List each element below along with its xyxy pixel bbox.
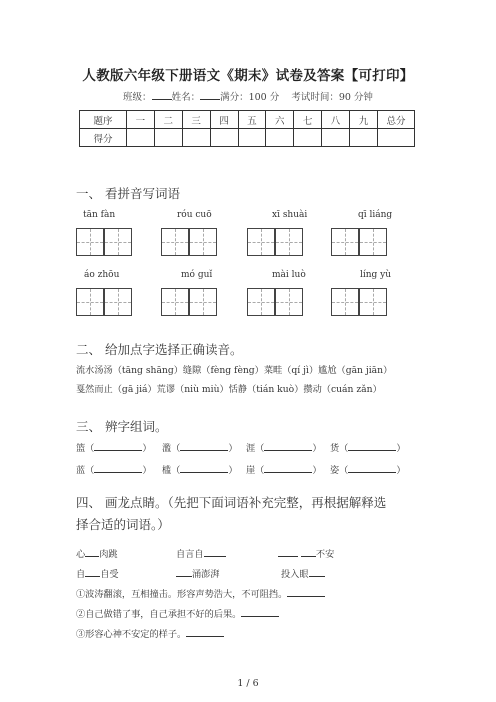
definition-text: ①波涛翻滚，互相撞击。形容声势浩大，不可阻挡。 (76, 589, 288, 600)
score-input-cell[interactable] (266, 129, 294, 147)
class-blank (152, 90, 172, 100)
writing-grid-box[interactable] (189, 228, 217, 256)
idiom-part: 自受 (100, 569, 119, 580)
score-input-cell[interactable] (378, 129, 415, 147)
pinyin-label: mó guǐ (181, 270, 213, 280)
table-cell: 七 (294, 111, 322, 129)
answer-blank[interactable] (287, 588, 325, 597)
idiom-item (76, 546, 118, 560)
section-3-heading: 三、 辨字组词。 (76, 419, 168, 434)
idiom-part: 投入眼 (281, 569, 309, 580)
definition-item (76, 626, 224, 640)
answer-blank[interactable] (264, 442, 312, 451)
answer-blank[interactable] (348, 464, 396, 473)
score-table-score-row (80, 129, 415, 147)
score-input-cell[interactable] (127, 129, 155, 147)
score-input-cell[interactable] (210, 129, 238, 147)
full-score-label: 满分：100 分 (220, 92, 280, 103)
idiom-part: 自言自 (176, 549, 204, 560)
table-cell: 四 (210, 111, 238, 129)
pinyin-label: tān fàn (83, 210, 116, 220)
word-group-item (76, 462, 152, 476)
writing-grid-box[interactable] (76, 288, 104, 316)
close-paren: ） (228, 465, 238, 476)
pronunciation-line: 戛然而止（gā jiá）荒谬（niù miù）恬静（tián kuò）攒动（cuán zǎn） (76, 384, 382, 395)
answer-blank[interactable] (204, 548, 226, 557)
writing-grid-box[interactable] (247, 288, 275, 316)
idiom-item (176, 566, 220, 580)
answer-blank[interactable] (94, 464, 142, 473)
answer-blank[interactable] (85, 548, 99, 557)
table-cell: 八 (322, 111, 350, 129)
answer-blank[interactable] (85, 568, 100, 577)
close-paren: ） (142, 465, 152, 476)
pinyin-label: qī liáng (358, 210, 393, 220)
char-label: 崖（ (246, 465, 265, 476)
table-cell: 三 (182, 111, 210, 129)
word-group-item (76, 440, 152, 454)
definition-text: ③形容心神不安定的样子。 (76, 629, 187, 640)
answer-blank[interactable] (264, 464, 312, 473)
name-blank (200, 90, 220, 100)
pinyin-label: róu cuō (177, 210, 212, 220)
pronunciation-line: 流水汤汤（tāng shāng）缝隙（fèng fèng）菜畦（qí jì）尴尬（gān jiān） (76, 365, 393, 376)
writing-grid-box[interactable] (189, 288, 217, 316)
definition-item (76, 606, 279, 620)
idiom-part: 涌澎湃 (192, 569, 220, 580)
close-paren: ） (312, 443, 322, 454)
exam-time-label: 考试时间：90 分钟 (291, 92, 373, 103)
writing-grid-box[interactable] (359, 288, 387, 316)
page-title: 人教版六年级下册语文《期末》试卷及答案【可打印】 (82, 68, 414, 84)
close-paren: ） (312, 465, 322, 476)
pinyin-label: líng yù (360, 270, 392, 280)
word-group-item (162, 462, 238, 476)
pinyin-label: mài luò (272, 270, 306, 280)
answer-blank[interactable] (309, 568, 325, 577)
score-input-cell[interactable] (238, 129, 266, 147)
char-label: 涯（ (246, 443, 265, 454)
table-cell: 得分 (80, 129, 127, 147)
idiom-item (278, 546, 334, 560)
exam-info-line (0, 89, 496, 103)
answer-blank[interactable] (301, 548, 316, 557)
word-group-item (162, 440, 238, 454)
word-group-item (246, 440, 322, 454)
close-paren: ） (396, 443, 406, 454)
table-cell: 一 (127, 111, 155, 129)
close-paren: ） (142, 443, 152, 454)
section-4-heading (76, 492, 426, 536)
writing-grid-box[interactable] (359, 228, 387, 256)
writing-grid-box[interactable] (161, 288, 189, 316)
page-number: 1 / 6 (237, 678, 259, 689)
writing-grid-box[interactable] (275, 288, 303, 316)
writing-grid-box[interactable] (161, 228, 189, 256)
pinyin-label: xī shuài (272, 210, 308, 220)
score-input-cell[interactable] (322, 129, 350, 147)
char-label: 货（ (330, 443, 349, 454)
writing-grid-box[interactable] (247, 228, 275, 256)
word-group-item (330, 462, 406, 476)
char-label: 蓝（ (76, 465, 95, 476)
writing-grid-box[interactable] (76, 228, 104, 256)
definition-text: ②自己做错了事，自己承担不好的后果。 (76, 609, 242, 620)
score-table-header-row (80, 111, 415, 129)
answer-blank[interactable] (176, 568, 192, 577)
close-paren: ） (228, 443, 238, 454)
writing-grid-box[interactable] (104, 228, 132, 256)
idiom-item (76, 566, 119, 580)
answer-blank[interactable] (94, 442, 142, 451)
idiom-part: 心 (76, 549, 86, 560)
char-label: 姿（ (330, 465, 349, 476)
score-input-cell[interactable] (182, 129, 210, 147)
table-cell: 六 (266, 111, 294, 129)
answer-blank[interactable] (348, 442, 396, 451)
name-label: 姓名： (171, 92, 201, 103)
idiom-part: 不安 (315, 549, 335, 560)
table-cell: 二 (154, 111, 182, 129)
answer-blank[interactable] (186, 628, 224, 637)
word-group-item (330, 440, 406, 454)
answer-blank[interactable] (241, 608, 279, 617)
writing-grid-box[interactable] (331, 288, 359, 316)
writing-grid-box[interactable] (275, 228, 303, 256)
section-4-heading-line: 择合适的词语。） (76, 517, 170, 532)
answer-blank[interactable] (180, 442, 228, 451)
answer-blank[interactable] (278, 548, 298, 557)
score-input-cell[interactable] (350, 129, 378, 147)
section-2-heading: 二、 给加点字选择正确读音。 (76, 342, 243, 357)
definition-item (76, 586, 325, 600)
idiom-part: 肉跳 (99, 549, 118, 560)
table-cell: 题序 (80, 111, 127, 129)
close-paren: ） (396, 465, 406, 476)
idiom-item (281, 566, 325, 580)
table-cell: 九 (350, 111, 378, 129)
section-1-heading: 一、 看拼音写词语 (76, 186, 180, 201)
writing-grid-box[interactable] (104, 288, 132, 316)
idiom-item (176, 546, 226, 560)
score-table (79, 110, 415, 147)
pinyin-label: áo zhōu (84, 270, 120, 280)
score-input-cell[interactable] (154, 129, 182, 147)
word-group-item (246, 462, 322, 476)
writing-grid-box[interactable] (331, 228, 359, 256)
char-label: 濫（ (162, 443, 181, 454)
answer-blank[interactable] (180, 464, 228, 473)
table-cell: 五 (238, 111, 266, 129)
table-cell: 总分 (378, 111, 415, 129)
class-label: 班级： (123, 92, 152, 103)
score-input-cell[interactable] (294, 129, 322, 147)
char-label: 篮（ (76, 443, 95, 454)
char-label: 槛（ (162, 465, 181, 476)
section-4-heading-line: 四、 画龙点睛。（先把下面词语补充完整，再根据解释选 (76, 495, 387, 510)
idiom-part: 自 (76, 569, 86, 580)
